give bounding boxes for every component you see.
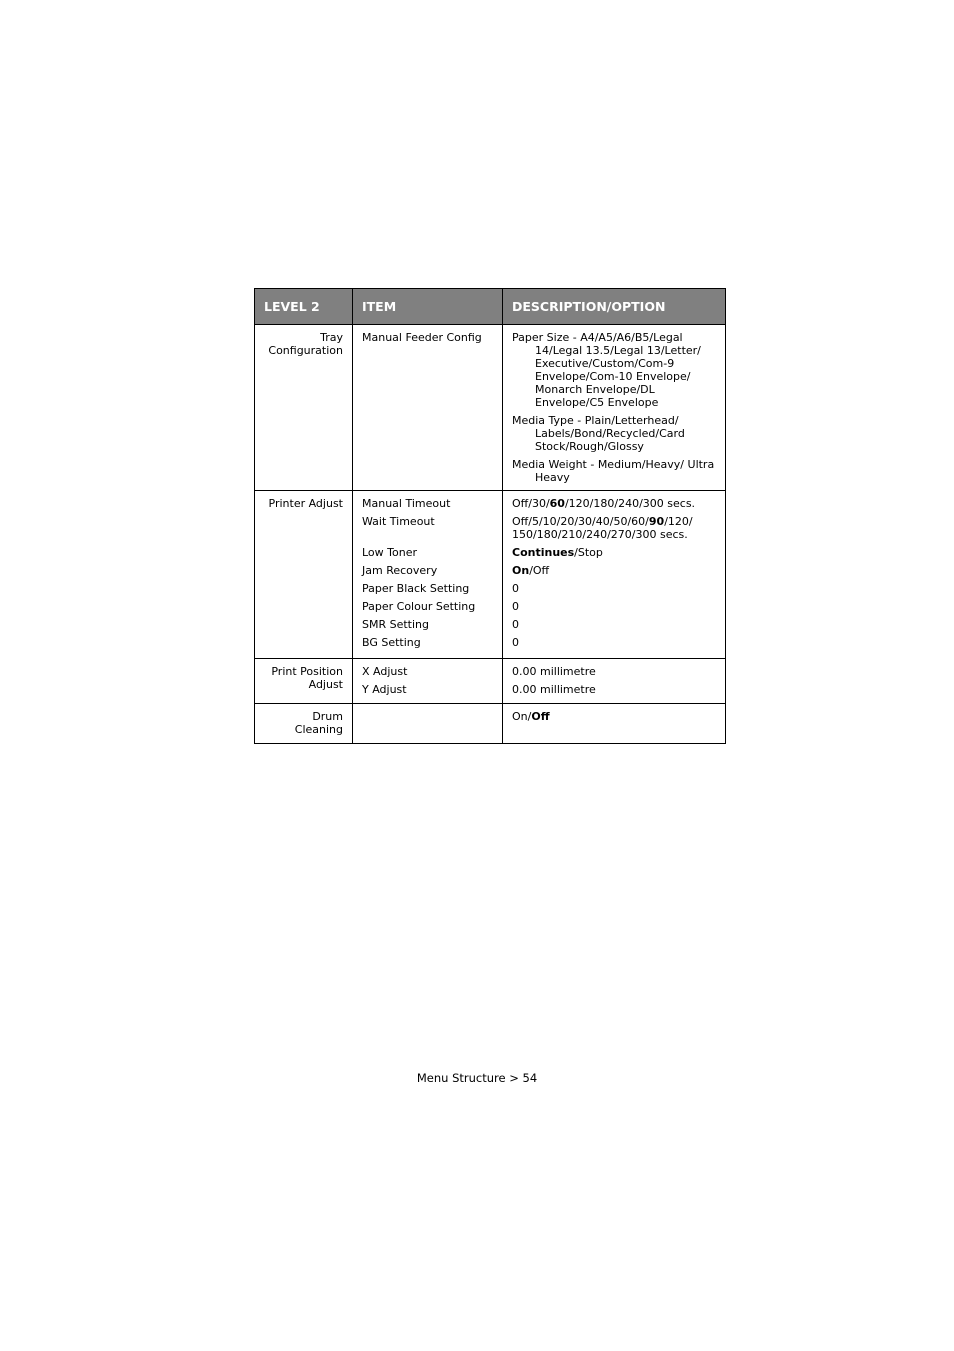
description-text: On/Off: [512, 710, 550, 723]
description-text: 0: [512, 582, 519, 595]
level-label: Adjust: [308, 678, 343, 691]
item-label: Paper Black Setting: [362, 582, 470, 595]
table-row: [255, 659, 726, 704]
spacer: [362, 533, 493, 546]
item-cell: [353, 704, 503, 744]
level-label: Printer Adjust: [268, 497, 343, 510]
table-row: [255, 325, 726, 491]
level-cell: [255, 491, 353, 659]
level-label: Configuration: [268, 344, 343, 357]
description-text: 0.00 millimetre: [512, 665, 596, 678]
level-label: Drum: [312, 710, 343, 723]
item-cell: [353, 491, 503, 659]
item-label: X Adjust: [362, 665, 408, 678]
description-text: Off/5/10/20/30/40/50/60/90/120/ 150/180/210/240/270/300 secs.: [512, 515, 693, 541]
level-label: Print Position: [271, 665, 343, 678]
level-label: Cleaning: [294, 723, 343, 736]
table-row: [255, 704, 726, 744]
description-text: 0: [512, 618, 519, 631]
item-label: Jam Recovery: [362, 564, 438, 577]
description-text: Media Type - Plain/Letterhead/ Labels/Bond/Recycled/Card Stock/Rough/Glossy: [512, 414, 685, 453]
item-label: Manual Timeout: [362, 497, 451, 510]
table-row: [255, 491, 726, 659]
level-cell: [255, 325, 353, 491]
description-cell: [503, 659, 726, 704]
description-text: Off/30/60/120/180/240/300 secs.: [512, 497, 696, 510]
page-footer: Menu Structure > 54: [416, 1071, 538, 1085]
item-label: Paper Colour Setting: [362, 600, 476, 613]
description-text: 0: [512, 600, 519, 613]
header-description: DESCRIPTION/OPTION: [503, 289, 726, 325]
level-cell: [255, 704, 353, 744]
description-text: Media Weight - Medium/Heavy/ Ultra Heavy: [512, 458, 715, 484]
description-text: Continues/Stop: [512, 546, 603, 559]
item-label: Y Adjust: [362, 683, 407, 696]
description-cell: [503, 325, 726, 491]
menu-structure-table: [254, 288, 726, 744]
description-cell: [503, 704, 726, 744]
description-text: Paper Size - A4/A5/A6/B5/Legal 14/Legal 13.5/Legal 13/Letter/ Executive/Custom/Com-9 Envelope/Com-10 Envelope/ Monarch Envelope/DL Envelope/C5 Envelope: [512, 331, 701, 409]
item-label: SMR Setting: [362, 618, 429, 631]
item-label: BG Setting: [362, 636, 421, 649]
description-text: 0: [512, 636, 519, 649]
header-level: LEVEL 2: [255, 289, 353, 325]
item-cell: [353, 325, 503, 491]
table-header-row: [255, 289, 726, 325]
description-text: 0.00 millimetre: [512, 683, 596, 696]
description-text: On/Off: [512, 564, 550, 577]
item-label: Low Toner: [362, 546, 417, 559]
level-cell: [255, 659, 353, 704]
description-cell: [503, 491, 726, 659]
header-item: ITEM: [353, 289, 503, 325]
level-label: Tray: [320, 331, 343, 344]
item-cell: [353, 659, 503, 704]
item-label: Wait Timeout: [362, 515, 435, 528]
item-label: Manual Feeder Config: [362, 331, 482, 344]
